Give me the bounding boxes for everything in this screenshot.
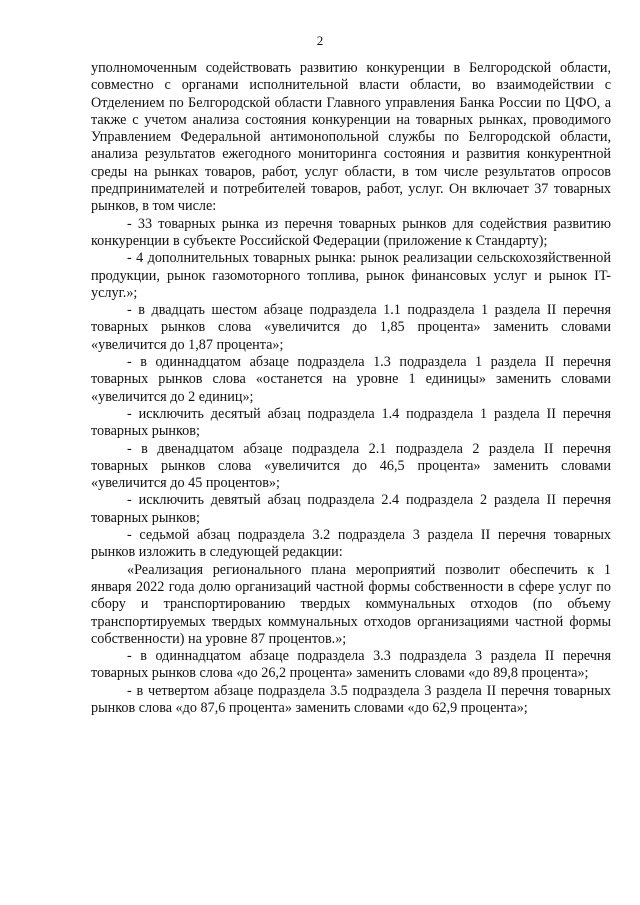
list-item: - в одиннадцатом абзаце подраздела 1.3 подраздела 1 раздела II перечня товарных рынков слова «останется на уровне 1 единицы» заменить словами «увеличится до 2 единиц»; (91, 354, 611, 405)
list-item: - 4 дополнительных товарных рынка: рынок реализации сельскохозяйственной продукции, рынок газомоторного топлива, рынок финансовых услуг и рынок IT-услуг.»; (91, 250, 611, 301)
list-item: - в двенадцатом абзаце подраздела 2.1 подраздела 2 раздела II перечня товарных рынков слова «увеличится до 46,5 процента» заменить словами «увеличится до 45 процентов»; (91, 440, 611, 492)
list-item: - исключить девятый абзац подраздела 2.4 подраздела 2 раздела II перечня товарных рынков; (91, 492, 611, 526)
list-item: - седьмой абзац подраздела 3.2 подраздела 3 раздела II перечня товарных рынков изложить в следующей редакции: (91, 527, 611, 561)
document-body (91, 60, 611, 717)
list-item: - 33 товарных рынка из перечня товарных рынков для содействия развитию конкуренции в субъекте Российской Федерации (приложение к Стандарту); (91, 215, 611, 249)
paragraph-continuation: уполномоченным содействовать развитию конкуренции в Белгородской области, совместно с органами исполнительной власти области, во взаимодействии с Отделением по Белгородской области Главного управления Банка России по ЦФО, а также с учетом анализа состояния конкуренции на товарных рынках, проводимого Управлением Федеральной антимонопольной службы по Белгородской области, анализа результатов ежегодного мониторинга состояния и развития конкурентной среды на рынках товаров, работ, услуг области, в том числе результатов опросов предпринимателей и потребителей товаров, работ, услуг. Он включает 37 товарных рынков, в том числе: (91, 60, 611, 215)
list-item: - в одиннадцатом абзаце подраздела 3.3 подраздела 3 раздела II перечня товарных рынков слова «до 26,2 процента» заменить словами «до 89,8 процента»; (91, 648, 611, 682)
page-number: 2 (316, 33, 324, 48)
list-item: - в четвертом абзаце подраздела 3.5 подраздела 3 раздела II перечня товарных рынков слова «до 87,6 процента» заменить словами «до 62,9 процента»; (91, 682, 611, 716)
list-item: - в двадцать шестом абзаце подраздела 1.1 подраздела 1 раздела II перечня товарных рынков слова «увеличится до 1,85 процента» заменить словами «увеличится до 1,87 процента»; (91, 302, 611, 353)
list-item: - исключить десятый абзац подраздела 1.4 подраздела 1 раздела II перечня товарных рынков; (91, 405, 611, 440)
quoted-paragraph: «Реализация регионального плана мероприятий позволит обеспечить к 1 января 2022 года долю организаций частной формы собственности в сфере услуг по сбору и транспортированию твердых коммунальных отходов (по объему транспортируемых твердых коммунальных отходов организациями частной формы собственности) на уровне 87 процентов.»; (91, 561, 611, 647)
